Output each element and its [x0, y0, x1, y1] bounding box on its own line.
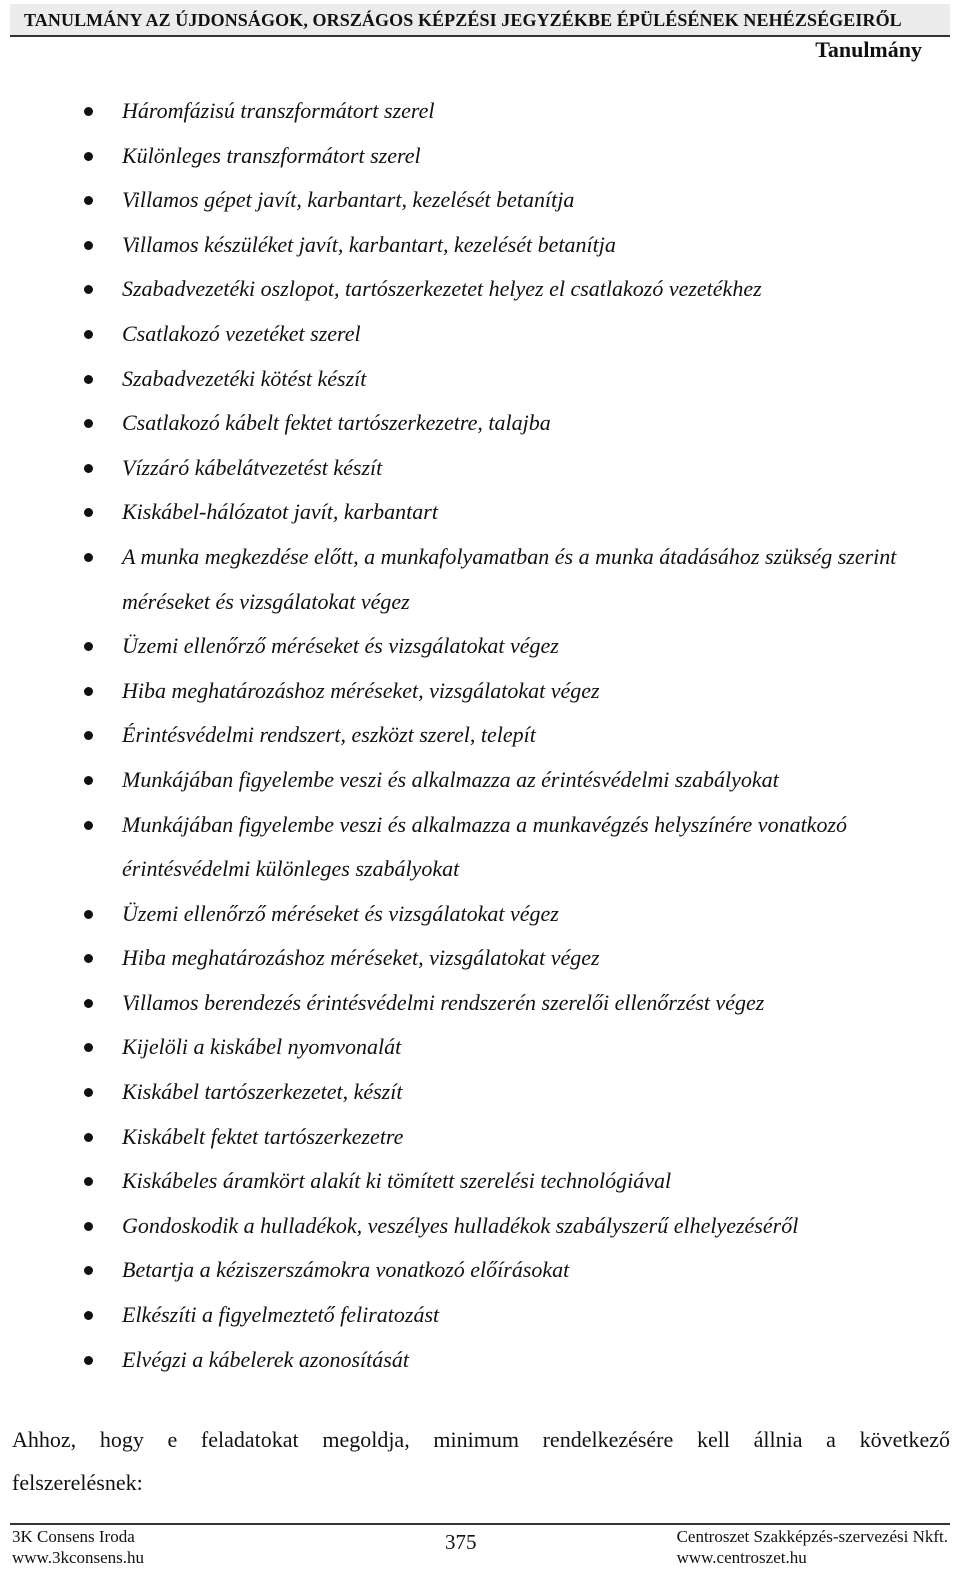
- task-item: [80, 401, 955, 446]
- task-item: [80, 1338, 955, 1383]
- bullet-icon: [84, 687, 93, 696]
- task-text: Csatlakozó kábelt fektet tartószerkezetre, talajba: [122, 410, 551, 436]
- task-item: [80, 267, 955, 312]
- task-item: [80, 713, 955, 758]
- bullet-icon: [84, 1311, 93, 1320]
- bullet-icon: [84, 553, 93, 562]
- task-text: Üzemi ellenőrző méréseket és vizsgálatokat végez: [122, 900, 559, 926]
- task-text: Üzemi ellenőrző méréseket és vizsgálatokat végez: [122, 633, 559, 659]
- bullet-icon: [84, 285, 93, 294]
- bullet-icon: [84, 1043, 93, 1052]
- bullet-icon: [84, 375, 93, 384]
- bullet-icon: [84, 196, 93, 205]
- bullet-icon: [84, 910, 93, 919]
- bullet-icon: [84, 464, 93, 473]
- task-text: Kiskábel tartószerkezetet, készít: [122, 1079, 403, 1105]
- task-text: Villamos gépet javít, karbantart, kezelését betanítja: [122, 187, 575, 213]
- task-item: [80, 89, 955, 134]
- bullet-icon: [84, 241, 93, 250]
- bullet-icon: [84, 821, 93, 830]
- task-text: Elvégzi a kábelerek azonosítását: [122, 1346, 409, 1372]
- task-text: Villamos berendezés érintésvédelmi rendszerén szerelői ellenőrzést végez: [122, 989, 765, 1015]
- task-text: Gondoskodik a hulladékok, veszélyes hulladékok szabályszerű elhelyezéséről: [122, 1212, 799, 1238]
- bullet-icon: [84, 1356, 93, 1365]
- task-item: [80, 1248, 955, 1293]
- task-item: [80, 758, 955, 803]
- task-text: Kiskábelt fektet tartószerkezetre: [122, 1123, 404, 1149]
- body-paragraph: [12, 1418, 950, 1504]
- task-text: Vízzáró kábelátvezetést készít: [122, 454, 383, 480]
- task-item: [80, 892, 955, 937]
- task-text: Háromfázisú transzformátort szerel: [122, 98, 435, 123]
- bullet-icon: [84, 999, 93, 1008]
- bullet-icon: [84, 731, 93, 740]
- task-item: [80, 134, 955, 179]
- bullet-icon: [84, 152, 93, 161]
- task-text: Munkájában figyelembe veszi és alkalmazza a munkavégzés helyszínére vonatkozó érintésvédelmi különleges szabályokat: [122, 811, 848, 882]
- task-item: [80, 1159, 955, 1204]
- task-text: Hiba meghatározáshoz méréseket, vizsgálatokat végez: [122, 677, 600, 703]
- paragraph-line-1: Ahhoz, hogy e feladatokat megoldja, minimum rendelkezésére kell állnia a következő: [12, 1427, 950, 1452]
- task-text: Szabadvezetéki oszlopot, tartószerkezetet helyez el csatlakozó vezetékhez: [122, 276, 762, 302]
- task-text: Villamos készüléket javít, karbantart, kezelését betanítja: [122, 231, 616, 257]
- header-title: TANULMÁNY AZ ÚJDONSÁGOK, ORSZÁGOS KÉPZÉSI JEGYZÉKBE ÉPÜLÉSÉNEK NEHÉZSÉGEIRŐL: [24, 10, 902, 30]
- footer-org-url: www.3kconsens.hu: [12, 1548, 145, 1567]
- bullet-icon: [84, 1222, 93, 1231]
- bullet-icon: [84, 330, 93, 339]
- footer-divider: [10, 1523, 950, 1525]
- task-item: [80, 357, 955, 402]
- task-text: Betartja a kéziszerszámokra vonatkozó előírásokat: [122, 1257, 570, 1283]
- task-item: [80, 1115, 955, 1160]
- footer-right: [677, 1526, 948, 1568]
- task-item: [80, 1204, 955, 1249]
- task-text: A munka megkezdése előtt, a munkafolyamatban és a munka átadásához szükség szerint méréseket és vizsgálatokat végez: [122, 543, 897, 614]
- footer-partner-name: Centroszet Szakképzés-szervezési Nkft.: [676, 1527, 948, 1546]
- paragraph-line-2: felszerelésnek:: [12, 1470, 143, 1495]
- task-item: [80, 1070, 955, 1115]
- task-item: [80, 803, 955, 892]
- task-item: [80, 1025, 955, 1070]
- task-text: Kiskábeles áramkört alakít ki tömített szerelési technológiával: [122, 1168, 672, 1194]
- task-item: [80, 535, 955, 624]
- task-text: Érintésvédelmi rendszert, eszközt szerel, telepít: [122, 722, 536, 748]
- task-item: [80, 223, 955, 268]
- task-text: Munkájában figyelembe veszi és alkalmazza az érintésvédelmi szabályokat: [122, 766, 779, 792]
- page-number: 375: [445, 1530, 477, 1554]
- header-subtitle: Tanulmány: [815, 37, 922, 62]
- task-item: [80, 446, 955, 491]
- bullet-icon: [84, 1088, 93, 1097]
- bullet-icon: [84, 1177, 93, 1186]
- bullet-icon: [84, 1266, 93, 1275]
- bullet-icon: [84, 1133, 93, 1142]
- bullet-icon: [84, 107, 93, 116]
- bullet-icon: [84, 954, 93, 963]
- task-item: [80, 312, 955, 357]
- task-item: [80, 981, 955, 1026]
- task-item: [80, 1293, 955, 1338]
- page-header: [10, 4, 950, 37]
- footer-org-name: 3K Consens Iroda: [12, 1527, 135, 1546]
- task-text: Hiba meghatározáshoz méréseket, vizsgálatokat végez: [122, 945, 600, 971]
- footer-partner-url: www.centroszet.hu: [676, 1548, 807, 1567]
- bullet-icon: [84, 508, 93, 517]
- task-item: [80, 624, 955, 669]
- task-text: Kiskábel-hálózatot javít, karbantart: [122, 499, 438, 525]
- task-text: Kijelöli a kiskábel nyomvonalát: [122, 1034, 402, 1060]
- footer-left: [12, 1526, 144, 1568]
- task-text: Szabadvezetéki kötést készít: [122, 365, 367, 391]
- task-item: [80, 178, 955, 223]
- bullet-icon: [84, 419, 93, 428]
- bullet-icon: [84, 776, 93, 785]
- task-text: Elkészíti a figyelmeztető feliratozást: [122, 1302, 440, 1328]
- task-item: [80, 936, 955, 981]
- task-text: Csatlakozó vezetéket szerel: [122, 320, 361, 346]
- bullet-icon: [84, 642, 93, 651]
- task-text: Különleges transzformátort szerel: [122, 142, 421, 168]
- task-item: [80, 490, 955, 535]
- task-list: [80, 89, 955, 1382]
- task-item: [80, 669, 955, 714]
